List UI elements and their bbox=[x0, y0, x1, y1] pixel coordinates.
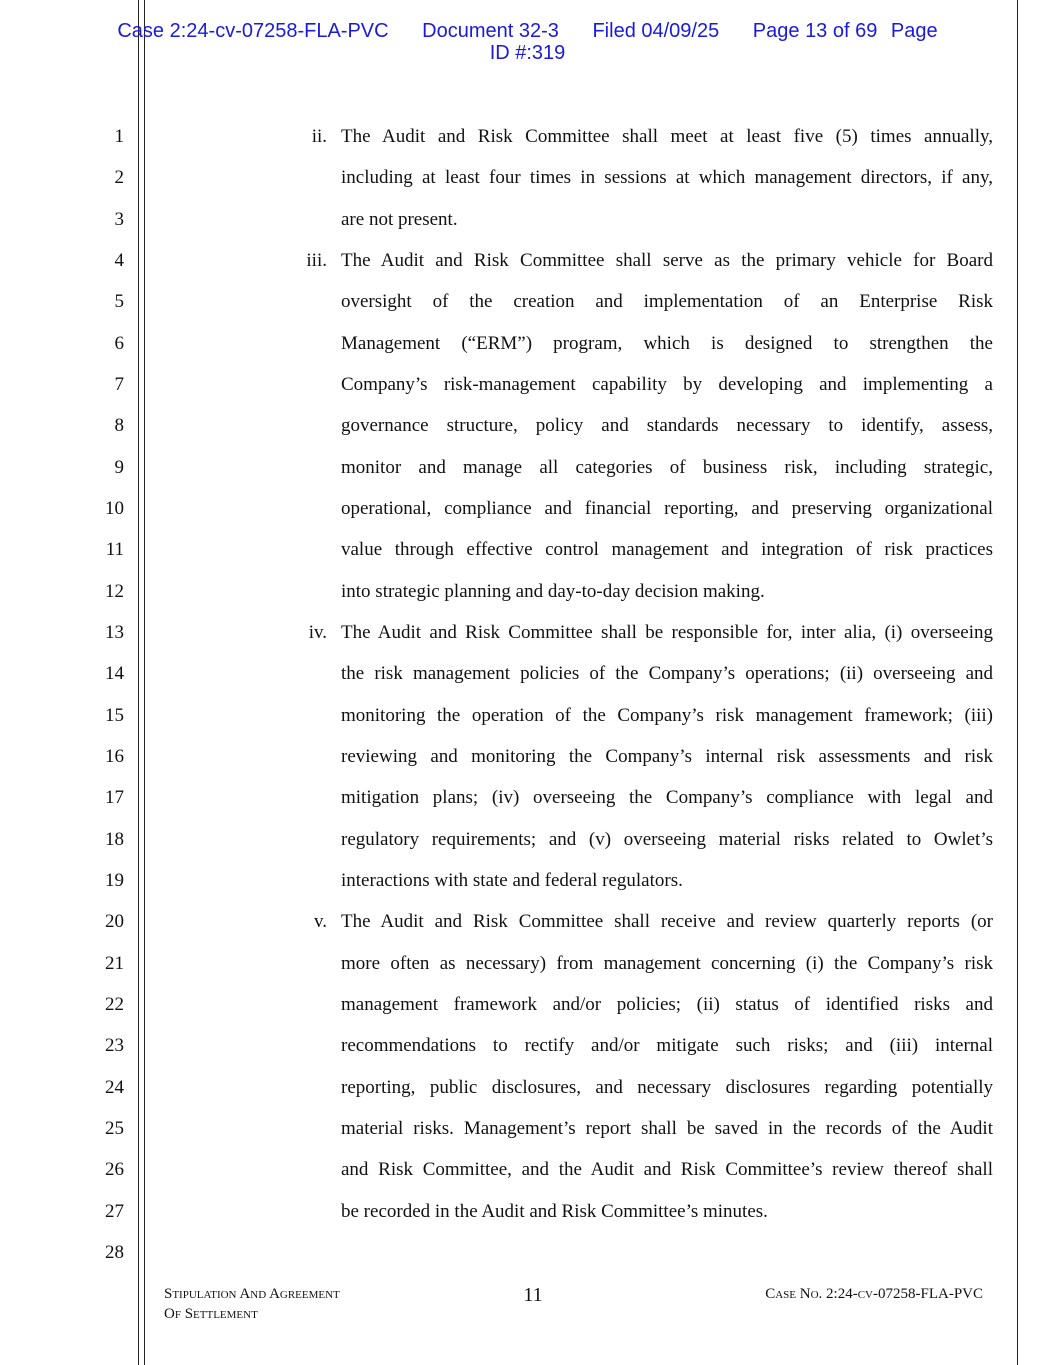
line-number: 20 bbox=[105, 911, 124, 933]
paragraph-line: and Risk Committee, and the Audit and Risk Committee’s review thereof shall bbox=[341, 1159, 993, 1181]
line-number: 17 bbox=[105, 787, 124, 809]
header-page-id-prefix: Page bbox=[890, 20, 938, 42]
paragraph-line: The Audit and Risk Committee shall serve as the primary vehicle for Board bbox=[341, 249, 993, 271]
paragraph-line: operational, compliance and financial reporting, and preserving organizational bbox=[341, 497, 993, 519]
paragraph-line: more often as necessary) from management concerning (i) the Company’s risk bbox=[341, 952, 993, 974]
paragraph-line: monitoring the operation of the Company’s risk management framework; (iii) bbox=[341, 704, 993, 726]
ecf-header bbox=[0, 20, 1055, 43]
paragraph-line: The Audit and Risk Committee shall receive and review quarterly reports (or bbox=[341, 911, 993, 933]
paragraph-line: including at least four times in sessions at which management directors, if any, bbox=[341, 167, 993, 189]
line-number: 28 bbox=[105, 1241, 124, 1263]
line-number: 8 bbox=[114, 415, 124, 437]
item-label: ii. bbox=[311, 126, 327, 147]
footer-case-number: Case No. 2:24-cv-07258-FLA-PVC bbox=[765, 1286, 983, 1302]
paragraph-line: are not present. bbox=[341, 208, 458, 230]
line-number: 6 bbox=[114, 332, 124, 354]
footer-title-line1: Stipulation And Agreement bbox=[164, 1286, 340, 1302]
line-number: 13 bbox=[105, 621, 124, 643]
paragraph-line: be recorded in the Audit and Risk Committee’s minutes. bbox=[341, 1200, 768, 1222]
item-label: v. bbox=[313, 911, 327, 933]
paragraph-line: Company’s risk-management capability by developing and implementing a bbox=[341, 373, 993, 395]
paragraph-line: recommendations to rectify and/or mitigate such risks; and (iii) internal bbox=[341, 1035, 993, 1057]
paragraph-line: mitigation plans; (iv) overseeing the Company’s compliance with legal and bbox=[341, 787, 993, 809]
line-number: 2 bbox=[114, 167, 124, 189]
header-page: Page 13 of 69 bbox=[752, 20, 878, 42]
footer-title-line2: Of Settlement bbox=[164, 1306, 258, 1322]
line-number: 3 bbox=[114, 208, 124, 230]
line-number: 27 bbox=[105, 1200, 124, 1222]
line-number: 24 bbox=[105, 1076, 124, 1098]
left-margin-rule-outer bbox=[138, 0, 139, 1365]
item-label: iii. bbox=[306, 249, 327, 271]
line-number: 5 bbox=[114, 291, 124, 313]
line-number: 25 bbox=[105, 1117, 124, 1139]
line-number: 9 bbox=[114, 456, 124, 478]
paragraph-line: oversight of the creation and implementation of an Enterprise Risk bbox=[341, 291, 993, 313]
paragraph-line: management framework and/or policies; (ii) status of identified risks and bbox=[341, 993, 993, 1015]
line-number: 21 bbox=[105, 952, 124, 974]
paragraph-line: value through effective control management and integration of risk practices bbox=[341, 539, 993, 561]
paragraph-line: reporting, public disclosures, and necessary disclosures regarding potentially bbox=[341, 1076, 993, 1098]
paragraph-line: into strategic planning and day-to-day decision making. bbox=[341, 580, 765, 602]
line-number: 10 bbox=[105, 497, 124, 519]
paragraph-line: the risk management policies of the Company’s operations; (ii) overseeing and bbox=[341, 663, 993, 685]
header-document: Document 32-3 bbox=[422, 20, 559, 42]
right-margin-rule bbox=[1017, 0, 1018, 1365]
header-filed: Filed 04/09/25 bbox=[592, 20, 720, 42]
left-margin-rule-inner bbox=[144, 0, 145, 1365]
header-page-id: ID #:319 bbox=[489, 42, 566, 64]
line-number: 18 bbox=[105, 828, 124, 850]
header-case: Case 2:24-cv-07258-FLA-PVC bbox=[117, 20, 389, 42]
paragraph-line: monitor and manage all categories of business risk, including strategic, bbox=[341, 456, 993, 478]
line-number: 4 bbox=[114, 249, 124, 271]
line-number: 11 bbox=[105, 539, 124, 561]
paragraph-line: governance structure, policy and standards necessary to identify, assess, bbox=[341, 415, 993, 437]
line-number: 1 bbox=[114, 126, 124, 147]
footer-page-number: 11 bbox=[523, 1284, 543, 1306]
line-number: 26 bbox=[105, 1159, 124, 1181]
paragraph-line: interactions with state and federal regulators. bbox=[341, 869, 683, 891]
line-number: 15 bbox=[105, 704, 124, 726]
line-number: 14 bbox=[105, 663, 124, 685]
paragraph-line: The Audit and Risk Committee shall be responsible for, inter alia, (i) overseeing bbox=[341, 621, 993, 643]
footer-title bbox=[164, 1284, 340, 1324]
paragraph-line: regulatory requirements; and (v) overseeing material risks related to Owlet’s bbox=[341, 828, 993, 850]
line-number: 12 bbox=[105, 580, 124, 602]
paragraph-line: The Audit and Risk Committee shall meet at least five (5) times annually, bbox=[341, 126, 993, 147]
paragraph-line: Management (“ERM”) program, which is designed to strengthen the bbox=[341, 332, 993, 354]
line-number: 19 bbox=[105, 869, 124, 891]
paragraph-line: material risks. Management’s report shall be saved in the records of the Audit bbox=[341, 1117, 993, 1139]
line-number: 7 bbox=[114, 373, 124, 395]
line-number: 16 bbox=[105, 745, 124, 767]
paragraph-line: reviewing and monitoring the Company’s internal risk assessments and risk bbox=[341, 745, 993, 767]
item-label: iv. bbox=[308, 621, 327, 643]
line-number: 23 bbox=[105, 1035, 124, 1057]
line-number: 22 bbox=[105, 993, 124, 1015]
